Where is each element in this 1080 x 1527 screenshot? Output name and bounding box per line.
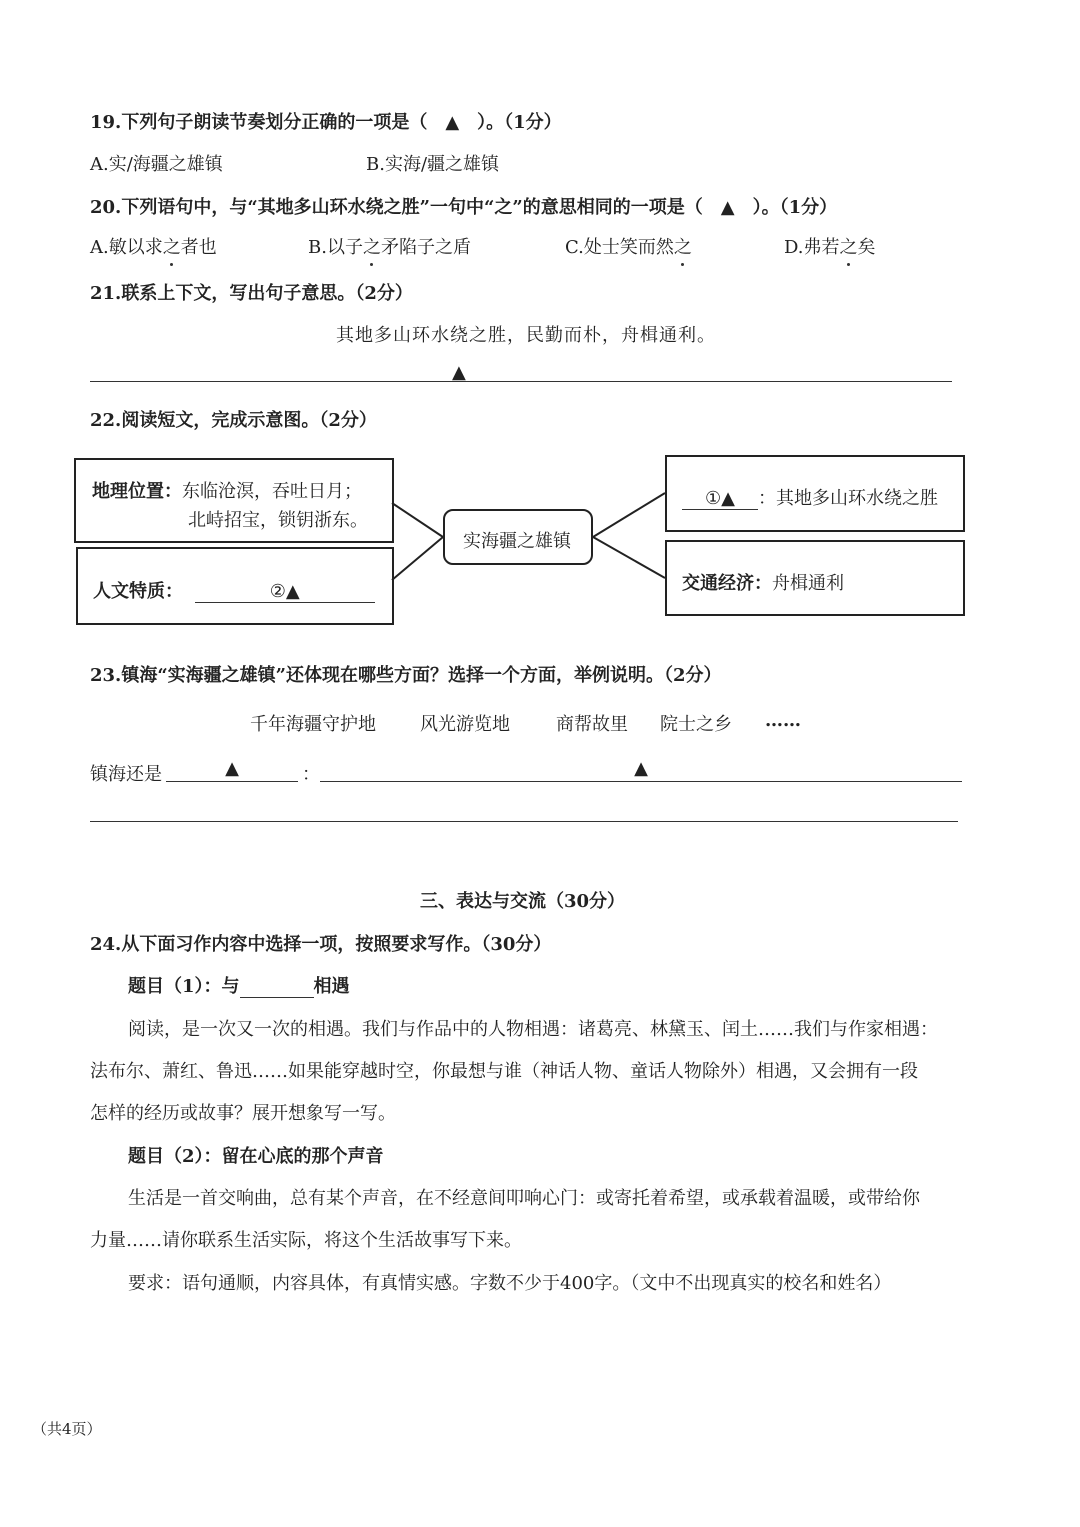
topic2-paragraph-line-1: 生活是一首交响曲，总有某个声音，在不经意间叩响心门：或寄托着希望，或承载着温暖，或带给你 <box>128 1188 920 1209</box>
q23-item-2: 风光游览地 <box>420 714 510 735</box>
traffic-text: 舟楫通利 <box>772 573 844 594</box>
q24-requirement: 要求：语句通顺，内容具体，有真情实感。字数不少于400字。（文中不出现真实的校名和姓名） <box>128 1273 892 1294</box>
right-top-blank[interactable]: ①▲ <box>682 488 758 510</box>
diagram-geo-label <box>92 477 362 503</box>
q23-blank-aspect[interactable]: ▲ <box>166 760 298 782</box>
q20-title: 20.下列语句中，与“其地多山环水绕之胜”一句中“之”的意思相同的一项是（ ▲ ）。（1分） <box>90 197 838 218</box>
q21-sentence: 其地多山环水绕之胜，民勤而朴，舟楫通利。 <box>336 325 716 346</box>
q20-option-c-marked: 之 <box>673 237 692 258</box>
topic1-paragraph-line-3: 怎样的经历或故事？展开想象写一写。 <box>90 1103 396 1124</box>
topic1-prefix: 题目（1）：与 <box>128 976 240 997</box>
q21-answer-mark: ▲ <box>452 362 466 383</box>
human-blank[interactable]: ②▲ <box>195 581 375 603</box>
right-top-text: ：其地多山环水绕之胜 <box>758 488 938 509</box>
q23-item-4: 院士之乡 <box>660 714 732 735</box>
q22-title: 22.阅读短文，完成示意图。（2分） <box>90 410 377 431</box>
traffic-label: 交通经济： <box>682 573 772 594</box>
q23-item-3: 商帮故里 <box>556 714 628 735</box>
q20-option-b-marked: 之 <box>362 237 381 258</box>
q23-colon: ： <box>302 764 320 785</box>
page-footer: （共4页） <box>32 1420 102 1438</box>
topic1-paragraph-line-2: 法布尔、萧红、鲁迅……如果能穿越时空，你最想与谁（神话人物、童话人物除外）相遇，又会拥有一段 <box>90 1061 918 1082</box>
q19-option-a: A.实/海疆之雄镇 <box>90 154 223 175</box>
diagram-human-box <box>76 547 394 625</box>
q23-answer-line-2[interactable] <box>90 821 958 822</box>
geo-label: 地理位置： <box>92 481 182 502</box>
geo-line-2: 北峙招宝，锁钥浙东。 <box>188 510 368 531</box>
q23-item-1: 千年海疆守护地 <box>250 714 376 735</box>
q23-item-ellipsis: …… <box>765 710 801 731</box>
topic2-paragraph-line-2: 力量……请你联系生活实际，将这个生活故事写下来。 <box>90 1230 522 1251</box>
human-label: 人文特质： <box>93 581 183 602</box>
q23-title: 23.镇海“实海疆之雄镇”还体现在哪些方面？选择一个方面，举例说明。（2分） <box>90 665 722 686</box>
q23-answer-prefix: 镇海还是 <box>90 764 162 785</box>
q21-title: 21.联系上下文，写出句子意思。（2分） <box>90 283 413 304</box>
q19-option-b: B.实海/疆之雄镇 <box>366 154 500 175</box>
diagram-human-row <box>93 577 375 603</box>
q20-option-b-text: B.以子 <box>308 237 363 258</box>
traffic-row <box>682 569 844 595</box>
topic1-blank[interactable] <box>240 977 314 998</box>
q20-option-a-marked: 之 <box>162 237 181 258</box>
q20-option-b-text-end: 矛陷子之盾 <box>380 237 471 258</box>
right-top-row <box>682 484 938 510</box>
q24-title: 24.从下面习作内容中选择一项，按照要求写作。（30分） <box>90 934 552 955</box>
q20-option-a-text-end: 者也 <box>180 237 217 258</box>
q20-option-d-text-end: 矣 <box>857 237 876 258</box>
diagram-geo-box <box>74 458 394 543</box>
topic1-paragraph-line-1: 阅读，是一次又一次的相遇。我们与作品中的人物相遇：诸葛亮、林黛玉、闰土……我们与作家相遇： <box>128 1019 938 1040</box>
diagram-center-node <box>443 509 593 565</box>
q24-topic2: 题目（2）：留在心底的那个声音 <box>128 1146 384 1167</box>
geo-line-1: 东临沧溟，吞吐日月； <box>182 481 362 502</box>
q19-title: 19.下列句子朗读节奏划分正确的一项是（ ▲ ）。（1分） <box>90 112 562 133</box>
q24-topic1 <box>128 972 350 998</box>
topic1-suffix: 相遇 <box>313 976 350 997</box>
q20-option-d-marked: 之 <box>839 237 858 258</box>
q20-option-c-text: C.处士笑而然 <box>565 237 674 258</box>
q23-blank-example[interactable]: ▲ <box>320 760 962 782</box>
section3-heading: 三、表达与交流（30分） <box>420 891 626 912</box>
q20-option-d-text: D.弗若 <box>784 237 840 258</box>
q20-option-a-text: A.敏以求 <box>90 237 163 258</box>
diagram-traffic-box <box>665 540 965 616</box>
diagram-right-top-box <box>665 455 965 532</box>
center-label: 实海疆之雄镇 <box>463 531 571 552</box>
